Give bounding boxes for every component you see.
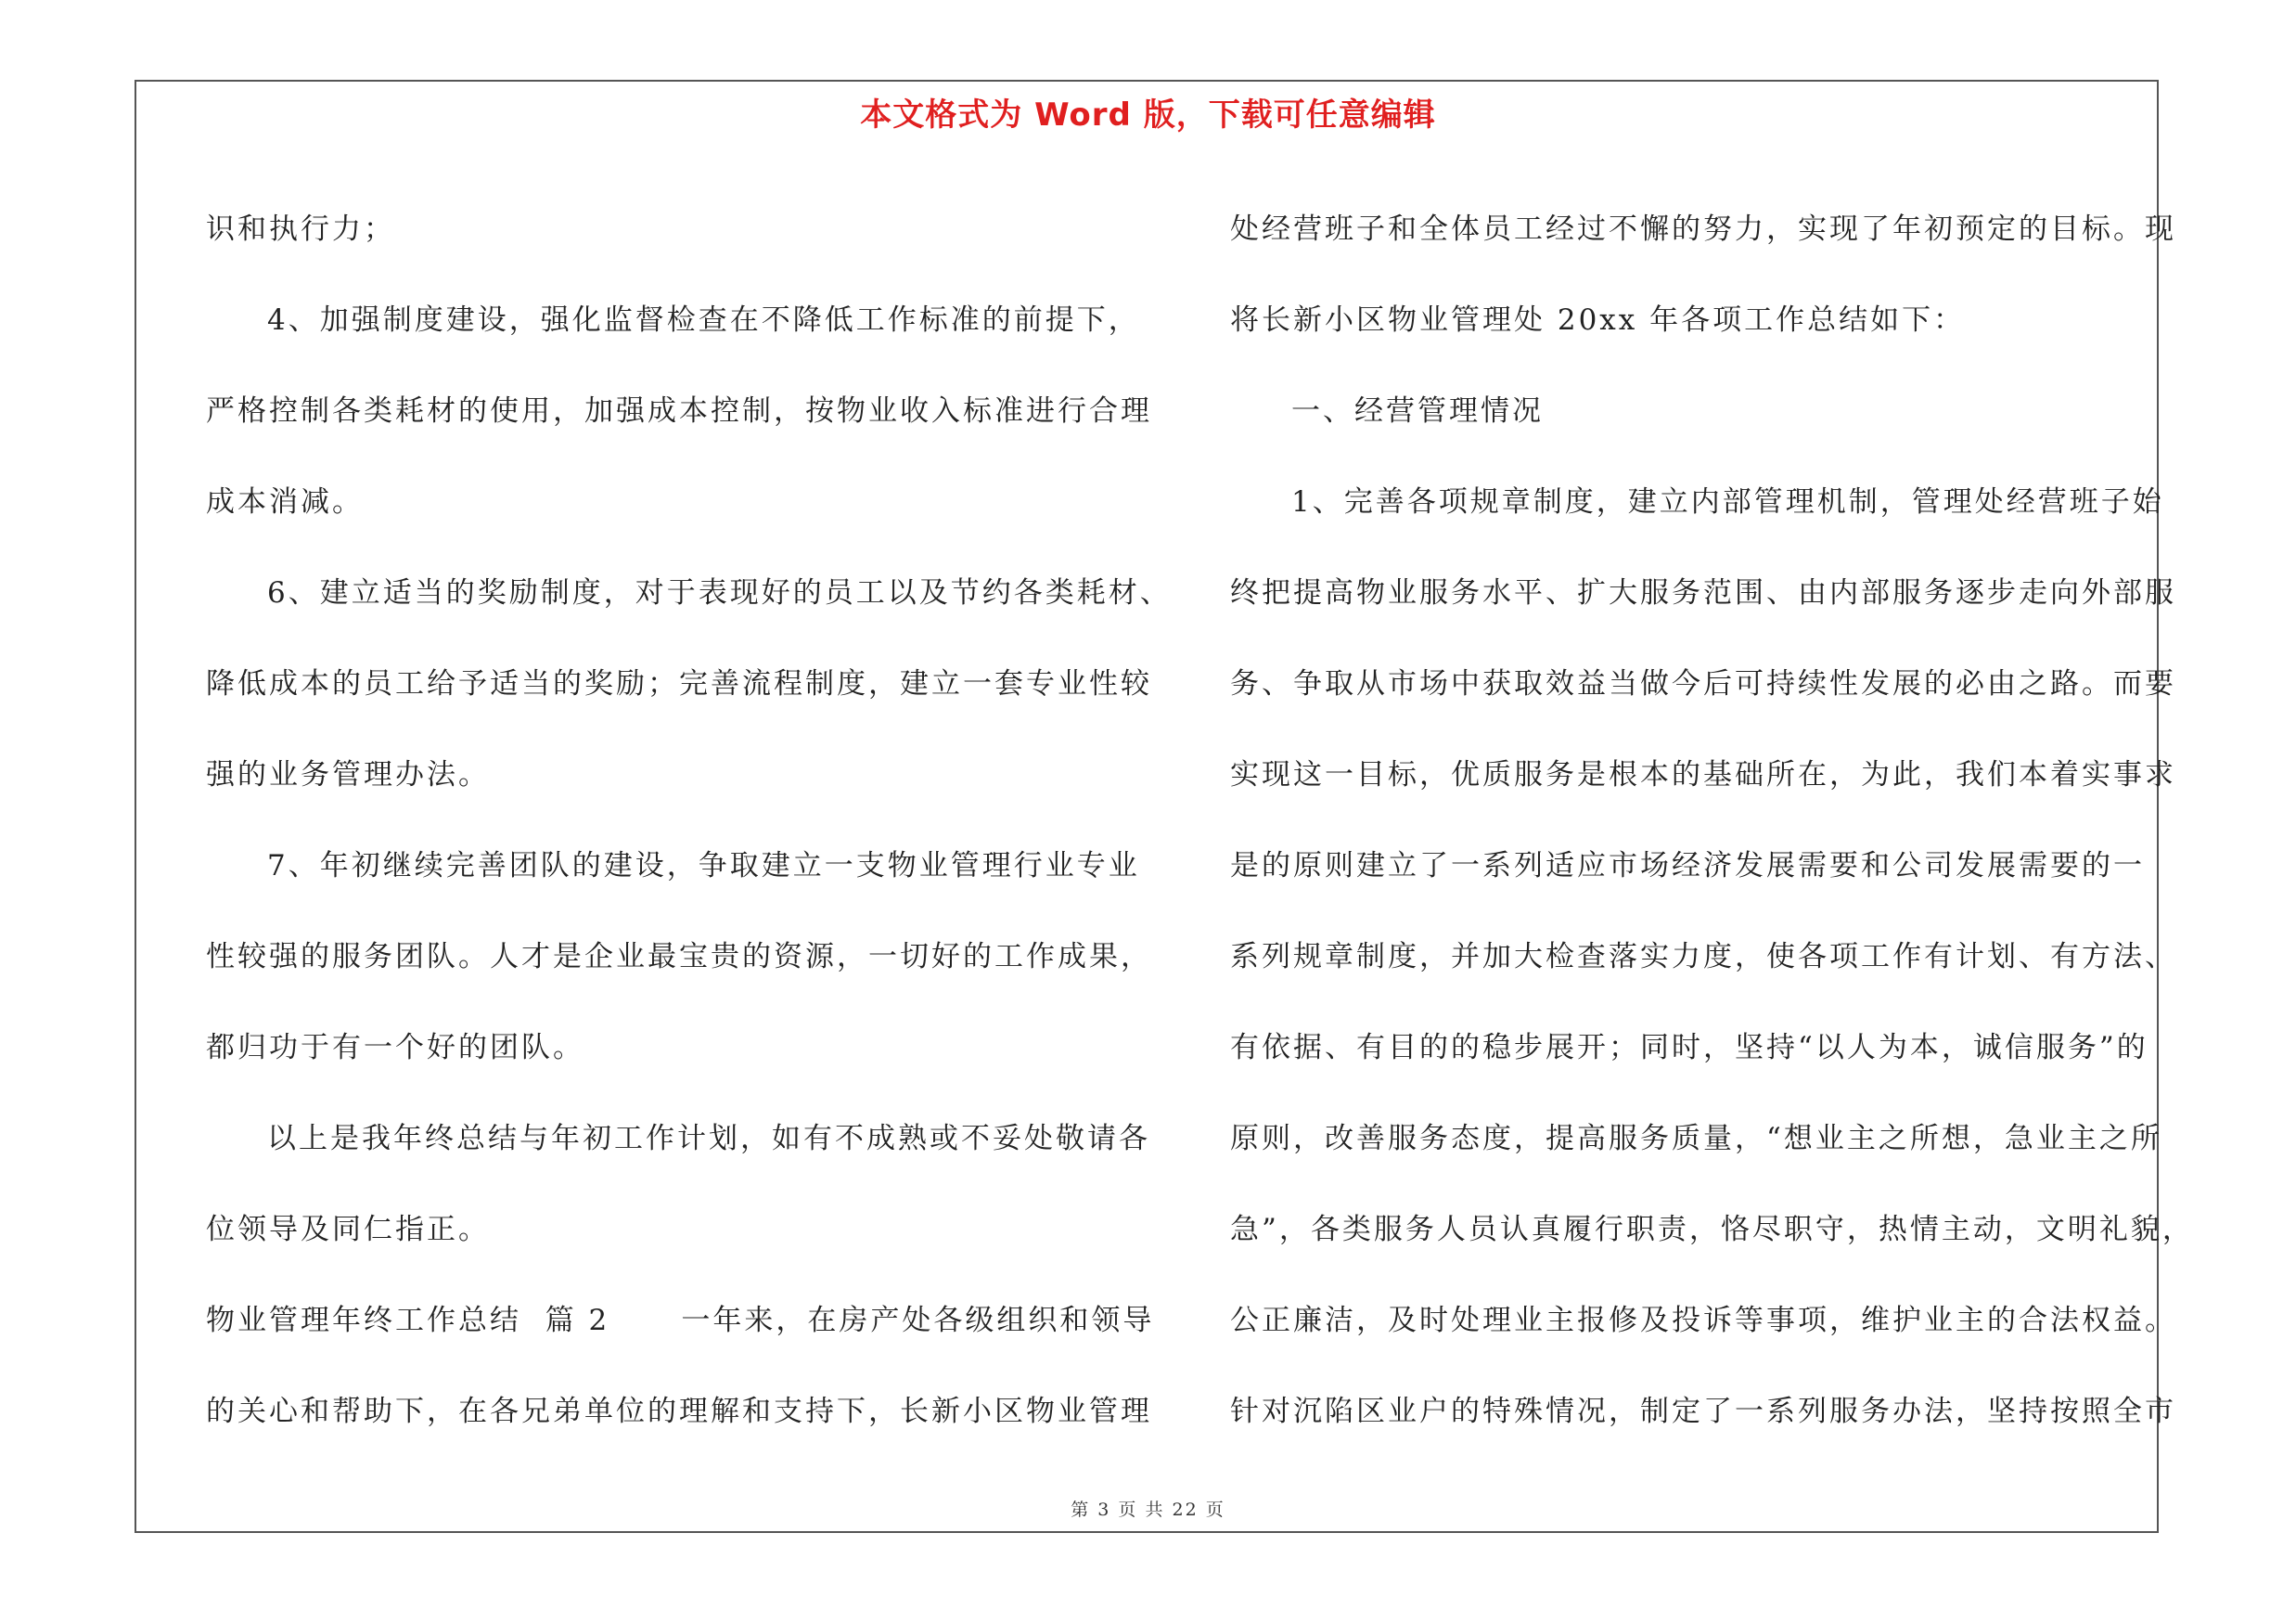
text-line: 针对沉陷区业户的特殊情况，制定了一系列服务办法，坚持按照全市 <box>1230 1395 2176 1428</box>
text-line: 急”，各类服务人员认真履行职责，恪尽职守，热情主动，文明礼貌， <box>1230 1213 2194 1246</box>
left-column <box>206 184 1172 1457</box>
text-line: 位领导及同仁指正。 <box>206 1213 490 1246</box>
text-line: 识和执行力； <box>206 213 395 246</box>
text-line: 以上是我年终总结与年初工作计划，如有不成熟或不妥处敬请各 <box>267 1122 1150 1155</box>
text-line: 将长新小区物业管理处 20xx 年各项工作总结如下： <box>1230 303 1966 337</box>
text-line: 的关心和帮助下，在各兄弟单位的理解和支持下，长新小区物业管理 <box>206 1395 1152 1428</box>
section-heading-line: 物业管理年终工作总结 篇 2 一年来，在房产处各级组织和领导 <box>206 1304 1155 1337</box>
text-line: 原则，改善服务态度，提高服务质量，“想业主之所想，急业主之所 <box>1230 1122 2162 1155</box>
text-line: 7、年初继续完善团队的建设，争取建立一支物业管理行业专业 <box>267 849 1140 882</box>
right-column <box>1230 184 2194 1457</box>
text-line: 终把提高物业服务水平、扩大服务范围、由内部服务逐步走向外部服 <box>1230 576 2176 610</box>
text-line: 实现这一目标，优质服务是根本的基础所在，为此，我们本着实事求 <box>1230 758 2176 792</box>
text-line: 严格控制各类耗材的使用，加强成本控制，按物业收入标准进行合理 <box>206 394 1152 428</box>
text-line: 4、加强制度建设，强化监督检查在不降低工作标准的前提下， <box>267 303 1140 337</box>
text-line: 系列规章制度，并加大检查落实力度，使各项工作有计划、有方法、 <box>1230 940 2176 973</box>
text-line: 性较强的服务团队。人才是企业最宝贵的资源，一切好的工作成果， <box>206 940 1152 973</box>
text-line: 强的业务管理办法。 <box>206 758 490 792</box>
text-line: 1、完善各项规章制度，建立内部管理机制，管理处经营班子始 <box>1291 485 2164 519</box>
text-line: 6、建立适当的奖励制度，对于表现好的员工以及节约各类耗材、 <box>267 576 1172 610</box>
text-line: 处经营班子和全体员工经过不懈的努力，实现了年初预定的目标。现 <box>1230 213 2176 246</box>
page-indicator: 第 3 页 共 22 页 <box>1071 1500 1225 1520</box>
text-line: 务、争取从市场中获取效益当做今后可持续性发展的必由之路。而要 <box>1230 667 2176 701</box>
text-line: 是的原则建立了一系列适应市场经济发展需要和公司发展需要的一 <box>1230 849 2145 882</box>
subheading-line: 一、经营管理情况 <box>1291 394 1544 428</box>
text-line: 降低成本的员工给予适当的奖励；完善流程制度，建立一套专业性较 <box>206 667 1152 701</box>
word-format-banner: 本文格式为 Word 版，下载可任意编辑 <box>860 97 1436 134</box>
text-line: 公正廉洁，及时处理业主报修及投诉等事项，维护业主的合法权益。 <box>1230 1304 2176 1337</box>
text-line: 都归功于有一个好的团队。 <box>206 1031 584 1064</box>
text-line: 成本消减。 <box>206 485 364 519</box>
text-line: 有依据、有目的的稳步展开；同时，坚持“以人为本，诚信服务”的 <box>1230 1031 2148 1064</box>
